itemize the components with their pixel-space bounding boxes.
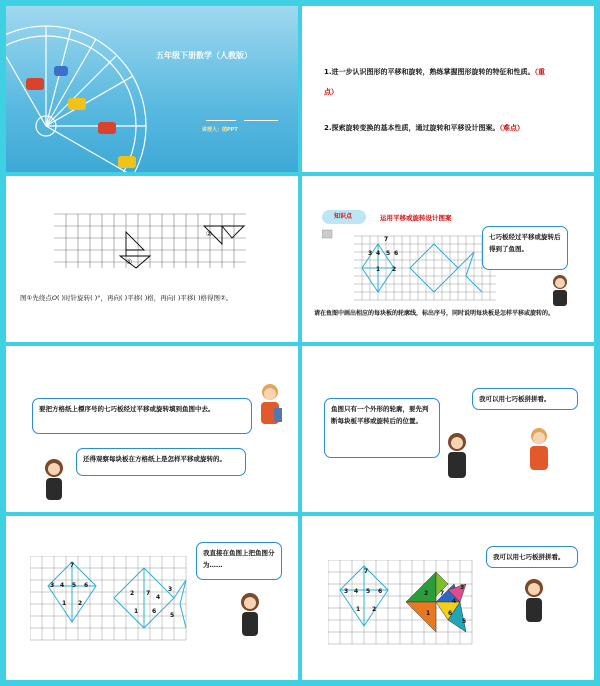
figure-label-1: ① [126,258,133,266]
knowledge-badge-label: 知识点 [334,213,353,220]
piece-num-5: 5 [386,250,391,257]
left-num-7: 7 [364,568,369,575]
right-num-5: 5 [462,618,467,625]
right-num-5: 5 [170,612,175,619]
piece-num-7: 7 [384,236,389,243]
right-num-1: 1 [134,608,139,615]
girl-avatar [236,592,264,640]
slide-knowledge-point [302,176,594,342]
left-num-6: 6 [378,588,383,595]
speech-bubble: 七巧板经过平移或旋转后得到了鱼图。 [482,226,568,270]
girl-avatar [40,458,68,502]
divider-left [206,120,236,121]
right-num-3: 3 [460,584,465,591]
left-num-1: 1 [62,600,67,607]
speech-bubble-girl: 鱼图只有一个外形的轮廓，要先判断每块板平移或旋转后的位置。 [324,398,440,458]
slide-rotation-exercise [6,176,298,342]
girl-avatar [548,274,572,308]
speech-bubble-girl: 还得观察每块板在方格纸上是怎样平移或旋转的。 [76,448,246,476]
exercise-caption: 图①先绕点O( )时针旋转( )°，再向( )平移( )格，再向( )平移( )格得图②。 [20,294,233,302]
knowledge-heading: 运用平移或旋转设计图案 [380,214,452,222]
piece-num-2: 2 [392,266,397,273]
speech-bubble: 我可以用七巧板拼拼看。 [486,546,578,568]
right-num-4: 4 [156,594,161,601]
right-num-2: 2 [130,590,135,597]
left-num-5: 5 [72,582,77,589]
left-num-2: 2 [78,600,83,607]
left-num-1: 1 [356,606,361,613]
piece-num-4: 4 [376,250,381,257]
speech-bubble-boy: 我可以用七巧板拼拼看。 [472,388,578,410]
left-num-2: 2 [372,606,377,613]
left-num-4: 4 [354,588,359,595]
girl-avatar [520,578,548,626]
right-num-7: 7 [146,590,151,597]
slide-objectives [302,6,594,172]
right-num-6: 6 [152,608,157,615]
left-num-3: 3 [344,588,349,595]
slide-dialogue-2 [302,346,594,512]
speech-bubble: 我直接在鱼图上把鱼图分为…… [196,542,282,580]
boy-avatar [524,426,554,482]
piece-num-6: 6 [394,250,399,257]
objective-2: 2.探索旋转变换的基本性质，通过旋转和平移设计图案。（难点） [324,124,525,132]
slide-title [6,6,298,172]
divider-right [244,120,278,121]
right-num-3: 3 [168,586,173,593]
piece-num-1: 1 [376,266,381,273]
slide-fish-division [6,516,298,680]
figure-label-2: ② [206,230,213,238]
fish-grid-figure [322,228,502,308]
boy-avatar [256,382,284,434]
fish-grid-figure [328,560,508,656]
author-text: 讲授人：图PPT [202,127,238,133]
right-num-2: 2 [424,590,429,597]
speech-bubble-boy: 要把方格纸上標序号的七巧板经过平移或旋转填到鱼图中去。 [32,398,252,434]
knowledge-badge [322,210,366,224]
right-num-6: 6 [448,610,453,617]
title-text: 五年级下册数学（人教版） [156,51,252,60]
girl-avatar [442,432,472,488]
left-num-7: 7 [70,562,75,569]
left-num-6: 6 [84,582,89,589]
right-num-1: 1 [426,610,431,617]
objective-1-tag: 点） [324,88,338,96]
left-num-4: 4 [60,582,65,589]
left-num-3: 3 [50,582,55,589]
right-num-7: 7 [440,590,445,597]
slide-fish-tangram [302,516,594,680]
objective-1: 1.进一步认识图形的平移和旋转，熟练掌握图形旋转的特征和性质。（重 [324,68,546,76]
exercise-note: 请在鱼图中画出相应的每块板的轮廓线，标出序号，同时说明每块板是怎样平移或旋转的。 [314,310,555,317]
left-num-5: 5 [366,588,371,595]
fish-grid-figure [30,556,210,652]
piece-num-3: 3 [368,250,373,257]
grid-figure [6,176,298,286]
slide-dialogue-1 [6,346,298,512]
right-num-4: 4 [452,598,457,605]
ferris-wheel-image [6,6,298,172]
